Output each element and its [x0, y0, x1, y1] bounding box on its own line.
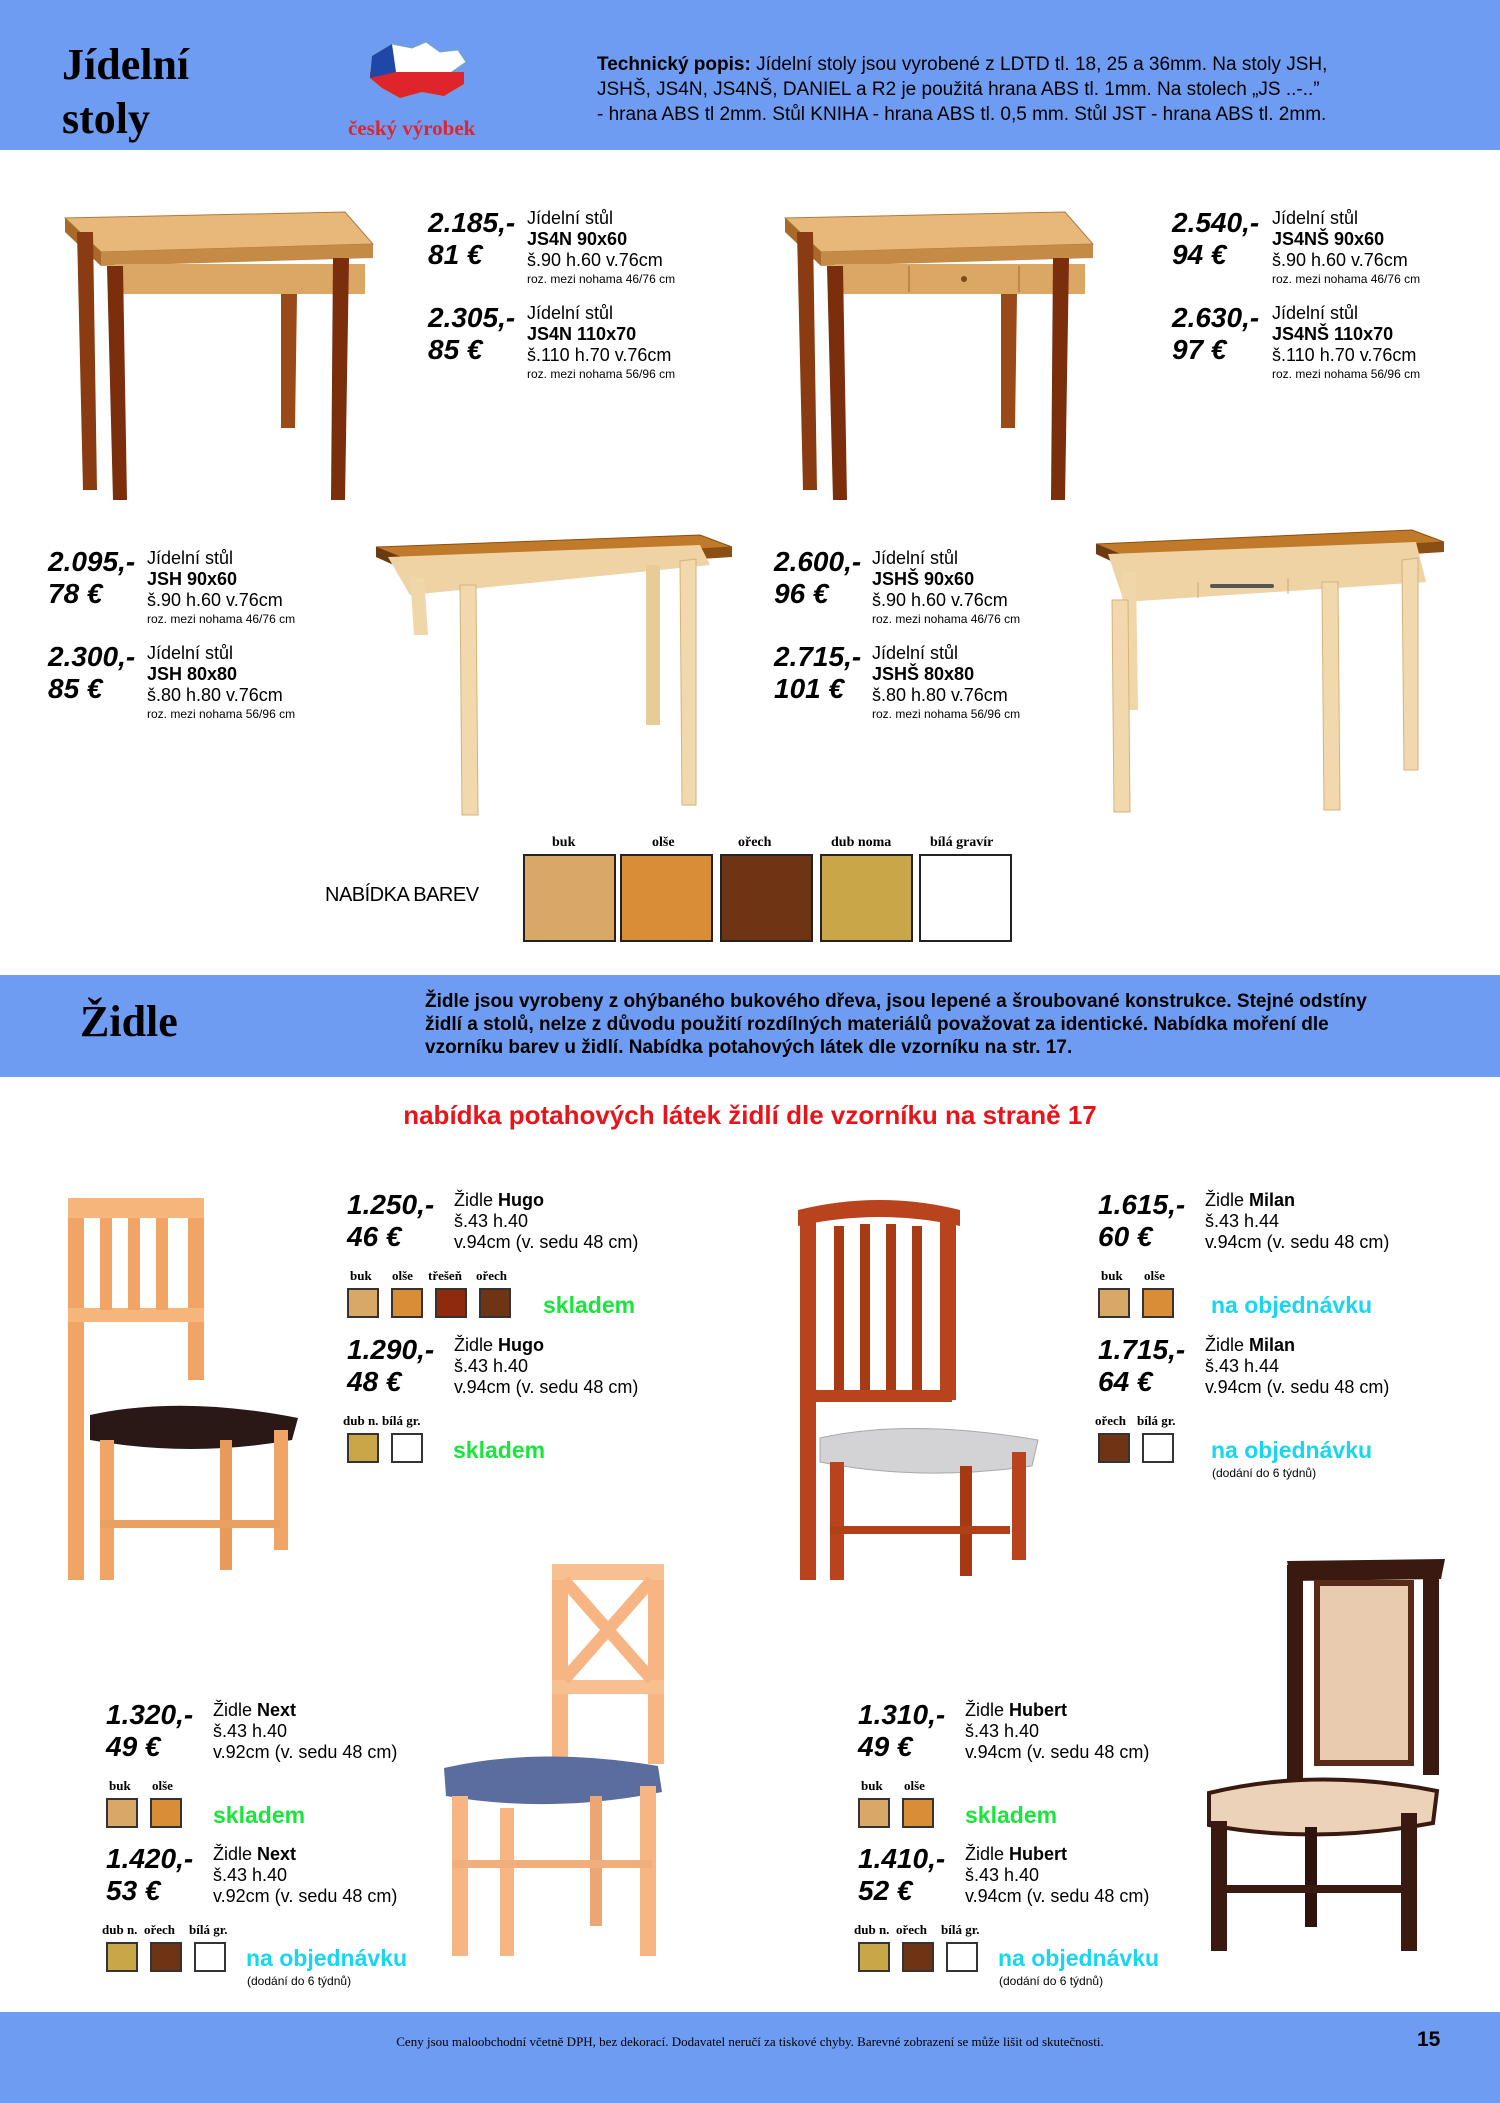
chair-name: Židle Hubert: [965, 1700, 1068, 1720]
table-js4n-image: [55, 200, 395, 500]
price-eur: 78 €: [48, 578, 103, 609]
table-js4ns-image: [775, 200, 1115, 500]
stock-status: skladem: [543, 1292, 636, 1318]
chair-name: Židle Next: [213, 1844, 297, 1864]
tech-text-1: Jídelní stoly jsou vyrobené z LDTD tl. 18, 25 a 36mm. Na stoly JSH,: [750, 54, 1328, 75]
chair-name: Židle Next: [213, 1700, 297, 1720]
chair-dims-1: š.43 h.40: [213, 1865, 288, 1885]
product-name: Jídelní stůl: [1272, 208, 1359, 228]
price-czk: 2.630,-: [1172, 302, 1260, 333]
product-note: roz. mezi nohama 56/96 cm: [872, 707, 1021, 721]
product-js4n-90x60: [428, 207, 515, 271]
product-note: roz. mezi nohama 56/96 cm: [527, 367, 676, 381]
product-note: roz. mezi nohama 46/76 cm: [1272, 272, 1421, 286]
price-eur: 81 €: [428, 239, 483, 270]
product-js4n-110x70: [428, 302, 515, 366]
chair-hubert-1-price: [858, 1699, 945, 1763]
delivery-note: (dodání do 6 týdnů): [247, 1974, 352, 1988]
swatch-label-buk: buk: [861, 1778, 883, 1793]
chair-dims-1: š.43 h.40: [965, 1865, 1040, 1885]
swatch-buk: [106, 1798, 138, 1828]
chair-dims-2: v.92cm (v. sedu 48 cm): [213, 1886, 398, 1906]
product-code: JS4NŠ 90x60: [1272, 229, 1385, 249]
chair-next-image: [440, 1560, 670, 1960]
chair-hugo-1-price: [347, 1189, 434, 1253]
chair-dims-2: v.94cm (v. sedu 48 cm): [454, 1232, 639, 1252]
page-title: [62, 38, 189, 146]
product-dims: š.90 h.60 v.76cm: [872, 590, 1008, 610]
chair-hubert-2-price: [858, 1843, 945, 1907]
chair-dims-1: š.43 h.44: [1205, 1356, 1280, 1376]
stock-status: na objednávku: [1211, 1437, 1373, 1463]
chair-dims-2: v.94cm (v. sedu 48 cm): [965, 1742, 1150, 1762]
chair-milan-1-info: [1205, 1190, 1389, 1253]
table-jsh-image: [370, 525, 740, 820]
price-czk: 2.095,-: [48, 546, 136, 577]
swatch-dub-noma: [106, 1942, 138, 1972]
chairs-desc-1: Židle jsou vyrobeny z ohýbaného bukového dřeva, jsou lepené a šroubované konstrukce. Stejné odstíny: [425, 991, 1367, 1012]
product-code: JS4NŠ 110x70: [1272, 324, 1394, 344]
swatch-buk: [1098, 1288, 1130, 1318]
color-swatch-buk: [523, 854, 616, 942]
color-label-buk: buk: [552, 835, 576, 850]
table-jshs-image: [1092, 520, 1452, 815]
price-czk: 2.600,-: [774, 546, 862, 577]
product-dims: š.80 h.80 v.76cm: [872, 685, 1008, 705]
swatch-olse: [391, 1288, 423, 1318]
product-jshs-80x80-info: [872, 643, 1020, 722]
footer-disclaimer: Ceny jsou maloobchodní včetně DPH, bez dekorací. Dodavatel neručí za tiskové chyby. Barevné zobrazení se může lišit od skutečnosti.: [396, 2034, 1104, 2049]
footer-band: [0, 2012, 1500, 2103]
price-czk: 1.420,-: [106, 1843, 194, 1874]
product-name: Jídelní stůl: [872, 548, 959, 568]
chair-hugo-2-info: [454, 1335, 638, 1398]
product-note: roz. mezi nohama 46/76 cm: [147, 612, 296, 626]
swatch-olse: [902, 1798, 934, 1828]
price-eur: 49 €: [858, 1731, 913, 1762]
swatch-label-buk: buk: [350, 1268, 372, 1283]
price-eur: 46 €: [347, 1221, 402, 1252]
tech-text-3: - hrana ABS tl 2mm. Stůl KNIHA - hrana ABS tl. 0,5 mm. Stůl JST - hrana ABS tl. 2mm.: [597, 104, 1327, 125]
chair-milan-1-price: [1098, 1189, 1185, 1253]
swatch-orech: [902, 1942, 934, 1972]
chair-hubert-2-info: [965, 1844, 1149, 1907]
swatch-label-olse: olše: [392, 1268, 413, 1283]
product-jsh-90x60: [48, 546, 135, 610]
product-name: Jídelní stůl: [872, 643, 959, 663]
price-eur: 101 €: [774, 673, 845, 704]
swatch-label-orech: ořech: [1095, 1413, 1127, 1428]
swatch-label-olse: olše: [1144, 1268, 1165, 1283]
price-czk: 2.540,-: [1172, 207, 1260, 238]
price-czk: 2.185,-: [428, 207, 516, 238]
color-label-orech: ořech: [738, 835, 772, 850]
stock-status: na objednávku: [1211, 1292, 1373, 1318]
stock-status: skladem: [213, 1802, 306, 1828]
delivery-note: (dodání do 6 týdnů): [999, 1974, 1104, 1988]
color-swatch-dub-noma: [820, 854, 913, 942]
chair-dims-2: v.94cm (v. sedu 48 cm): [965, 1886, 1150, 1906]
product-note: roz. mezi nohama 46/76 cm: [872, 612, 1021, 626]
product-js4n-90x60-info: [527, 208, 675, 287]
color-swatch-olse: [620, 854, 713, 942]
price-czk: 1.290,-: [347, 1334, 435, 1365]
product-jsh-80x80-info: [147, 643, 295, 722]
swatch-orech: [1098, 1433, 1130, 1463]
product-note: roz. mezi nohama 46/76 cm: [527, 272, 676, 286]
delivery-note: (dodání do 6 týdnů): [1212, 1466, 1317, 1480]
swatch-label-dub-n: dub n.: [102, 1922, 138, 1937]
chair-hubert-image: [1195, 1555, 1450, 1955]
product-dims: š.90 h.60 v.76cm: [1272, 250, 1408, 270]
price-czk: 1.715,-: [1098, 1334, 1186, 1365]
chairs-desc-2: židlí a stolů, nelze z důvodu použití rozdílných materiálů považovat za identické. Nabídka moření dle: [425, 1014, 1329, 1035]
product-name: Jídelní stůl: [147, 643, 234, 663]
color-swatch-orech: [720, 854, 813, 942]
swatch-dub-noma: [858, 1942, 890, 1972]
chair-next-1-price: [106, 1699, 193, 1763]
chair-dims-1: š.43 h.44: [1205, 1211, 1280, 1231]
chair-dims-1: š.43 h.40: [454, 1211, 529, 1231]
product-dims: š.90 h.60 v.76cm: [147, 590, 283, 610]
product-js4ns-110x70: [1172, 302, 1259, 366]
product-js4ns-90x60: [1172, 207, 1259, 271]
stock-status: skladem: [965, 1802, 1058, 1828]
swatch-label-bila-gr: bílá gr.: [189, 1922, 228, 1937]
chair-milan-2-info: [1205, 1335, 1389, 1398]
price-eur: 85 €: [428, 334, 483, 365]
price-eur: 53 €: [106, 1875, 161, 1906]
product-dims: š.110 h.70 v.76cm: [1272, 345, 1417, 365]
technical-description: [597, 52, 1477, 127]
product-dims: š.80 h.80 v.76cm: [147, 685, 283, 705]
chair-name: Židle Hubert: [965, 1844, 1068, 1864]
product-dims: š.110 h.70 v.76cm: [527, 345, 672, 365]
chairs-section-title: Židle: [80, 997, 178, 1046]
swatch-label-orech: ořech: [144, 1922, 176, 1937]
price-czk: 1.410,-: [858, 1843, 946, 1874]
chair-dims-1: š.43 h.40: [454, 1356, 529, 1376]
chair-hugo-1-info: [454, 1190, 638, 1253]
price-czk: 2.305,-: [428, 302, 516, 333]
product-note: roz. mezi nohama 56/96 cm: [1272, 367, 1421, 381]
chair-name: Židle Hugo: [454, 1190, 544, 1210]
price-czk: 2.300,-: [48, 641, 136, 672]
chair-dims-2: v.94cm (v. sedu 48 cm): [454, 1377, 639, 1397]
price-czk: 1.250,-: [347, 1189, 435, 1220]
swatch-buk: [858, 1798, 890, 1828]
czech-product-badge: [340, 38, 500, 148]
price-eur: 85 €: [48, 673, 103, 704]
color-offer-label: NABÍDKA BAREV: [325, 884, 479, 906]
chair-next-1-info: [213, 1700, 397, 1763]
page-title-line1: Jídelní: [62, 40, 190, 89]
product-code: JSHŠ 90x60: [872, 569, 975, 589]
stock-status: na objednávku: [998, 1945, 1160, 1971]
chair-dims-2: v.94cm (v. sedu 48 cm): [1205, 1232, 1390, 1252]
swatch-orech: [479, 1288, 511, 1318]
price-eur: 94 €: [1172, 239, 1227, 270]
color-label-olse: olše: [652, 835, 675, 850]
chair-hugo-image: [60, 1190, 310, 1590]
page-title-line2: stoly: [62, 94, 150, 143]
swatch-bila-gravir: [391, 1433, 423, 1463]
czech-map-icon: [340, 38, 500, 104]
price-eur: 64 €: [1098, 1366, 1153, 1397]
product-jshs-90x60: [774, 546, 861, 610]
product-name: Jídelní stůl: [147, 548, 234, 568]
chair-hubert-1-info: [965, 1700, 1149, 1763]
chair-hugo-2-price: [347, 1334, 434, 1398]
swatch-label-bila-gr: bílá gr.: [1137, 1413, 1176, 1428]
color-label-bila-gravir: bílá gravír: [930, 835, 994, 850]
stock-status: skladem: [453, 1437, 546, 1463]
swatch-label-bila-gr: bílá gr.: [382, 1413, 421, 1428]
swatch-label-dub-n: dub n.: [343, 1413, 379, 1428]
price-eur: 96 €: [774, 578, 829, 609]
fabric-note: nabídka potahových látek židlí dle vzorníku na straně 17: [403, 1100, 1097, 1130]
page-number: 15: [1417, 2028, 1441, 2051]
price-czk: 2.715,-: [774, 641, 862, 672]
color-swatch-bila-gravir: [919, 854, 1012, 942]
product-jshs-80x80: [774, 641, 861, 705]
swatch-label-orech: ořech: [896, 1922, 928, 1937]
tech-text-2: JSHŠ, JS4N, JS4NŠ, DANIEL a R2 je použitá hrana ABS tl. 1mm. Na stolech „JS ..-..”: [597, 79, 1320, 100]
product-name: Jídelní stůl: [527, 303, 614, 323]
tech-label: Technický popis:: [597, 54, 751, 75]
swatch-bila-gravir: [194, 1942, 226, 1972]
product-jshs-90x60-info: [872, 548, 1020, 627]
swatch-label-bila-gr: bílá gr.: [941, 1922, 980, 1937]
product-code: JSH 90x60: [147, 569, 238, 589]
price-czk: 1.310,-: [858, 1699, 946, 1730]
swatch-label-buk: buk: [109, 1778, 131, 1793]
chair-next-2-price: [106, 1843, 193, 1907]
swatch-label-olse: olše: [152, 1778, 173, 1793]
swatch-olse: [150, 1798, 182, 1828]
swatch-label-olse: olše: [904, 1778, 925, 1793]
swatch-bila-gravir: [1142, 1433, 1174, 1463]
product-name: Jídelní stůl: [1272, 303, 1359, 323]
product-jsh-90x60-info: [147, 548, 295, 627]
color-label-dub-noma: dub noma: [831, 835, 892, 850]
chair-milan-2-price: [1098, 1334, 1185, 1398]
product-js4ns-110x70-info: [1272, 303, 1420, 382]
product-js4ns-90x60-info: [1272, 208, 1420, 287]
product-code: JS4N 90x60: [527, 229, 628, 249]
swatch-label-tresen: třešeň: [428, 1268, 462, 1283]
swatch-label-orech: ořech: [476, 1268, 508, 1283]
price-czk: 1.320,-: [106, 1699, 194, 1730]
chair-name: Židle Milan: [1205, 1335, 1296, 1355]
product-note: roz. mezi nohama 56/96 cm: [147, 707, 296, 721]
chair-next-2-info: [213, 1844, 397, 1907]
price-eur: 60 €: [1098, 1221, 1153, 1252]
product-jsh-80x80: [48, 641, 135, 705]
chair-dims-2: v.92cm (v. sedu 48 cm): [213, 1742, 398, 1762]
swatch-olse: [1142, 1288, 1174, 1318]
product-dims: š.90 h.60 v.76cm: [527, 250, 663, 270]
product-code: JSHŠ 80x80: [872, 664, 975, 684]
chair-dims-1: š.43 h.40: [965, 1721, 1040, 1741]
chair-name: Židle Milan: [1205, 1190, 1296, 1210]
chair-milan-image: [790, 1190, 1040, 1590]
swatch-buk: [347, 1288, 379, 1318]
chair-name: Židle Hugo: [454, 1335, 544, 1355]
product-code: JSH 80x80: [147, 664, 238, 684]
swatch-dub-noma: [347, 1433, 379, 1463]
swatch-tresen: [435, 1288, 467, 1318]
price-eur: 49 €: [106, 1731, 161, 1762]
price-eur: 97 €: [1172, 334, 1227, 365]
swatch-label-buk: buk: [1101, 1268, 1123, 1283]
chair-dims-2: v.94cm (v. sedu 48 cm): [1205, 1377, 1390, 1397]
product-name: Jídelní stůl: [527, 208, 614, 228]
price-eur: 52 €: [858, 1875, 913, 1906]
product-js4n-110x70-info: [527, 303, 675, 382]
czech-product-label: český výrobek: [348, 116, 476, 140]
swatch-orech: [150, 1942, 182, 1972]
chairs-desc-3: vzorníku barev u židlí. Nabídka potahových látek dle vzorníku na str. 17.: [425, 1037, 1073, 1058]
stock-status: na objednávku: [246, 1945, 408, 1971]
chair-dims-1: š.43 h.40: [213, 1721, 288, 1741]
price-czk: 1.615,-: [1098, 1189, 1186, 1220]
price-eur: 48 €: [347, 1366, 402, 1397]
chairs-description: [425, 990, 1465, 1059]
swatch-bila-gravir: [946, 1942, 978, 1972]
product-code: JS4N 110x70: [527, 324, 637, 344]
swatch-label-dub-n: dub n.: [854, 1922, 890, 1937]
